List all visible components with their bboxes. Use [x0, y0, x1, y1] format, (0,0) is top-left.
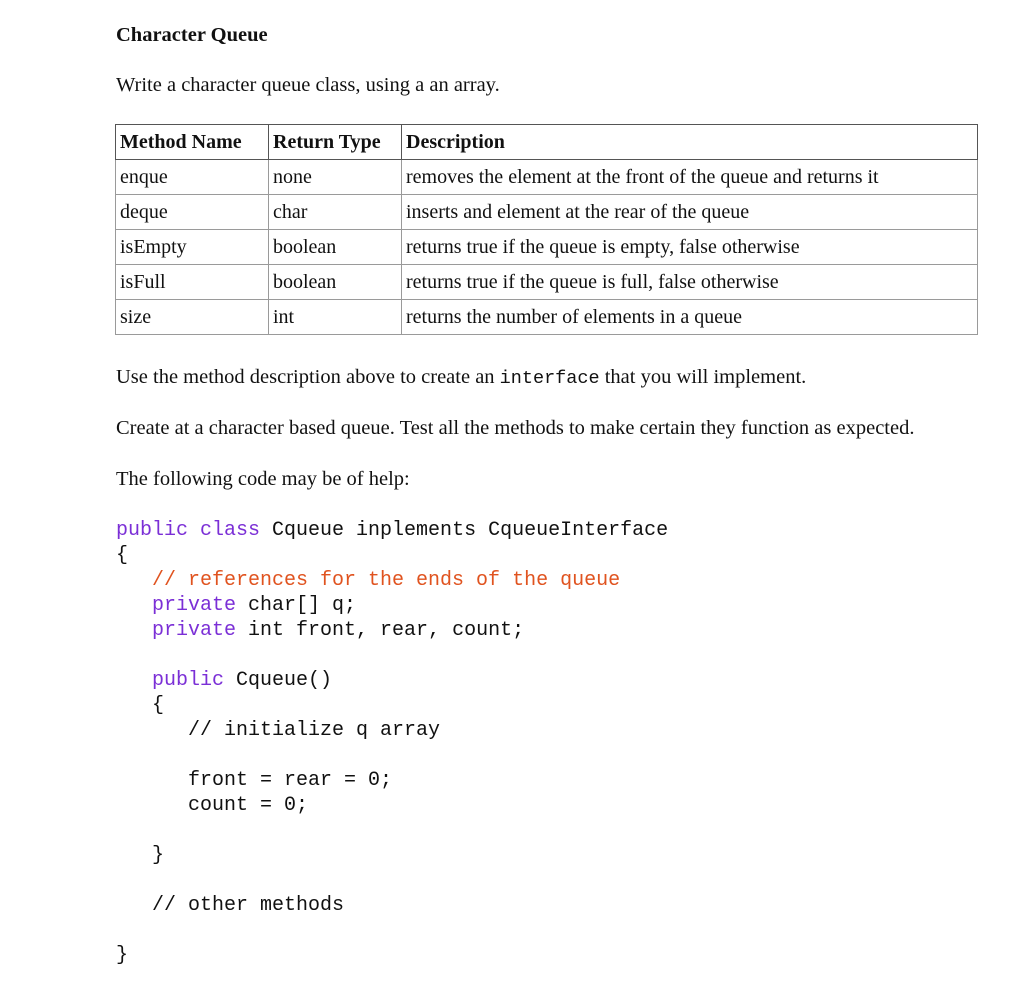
- code-blank-line: [116, 918, 668, 943]
- code-line: {: [116, 694, 165, 717]
- intro-paragraph: Write a character queue class, using a an array.: [116, 74, 500, 96]
- header-return-type: Return Type: [269, 125, 402, 160]
- header-method-name: Method Name: [116, 125, 269, 160]
- cell-method: enque: [116, 160, 269, 195]
- cell-method: isFull: [116, 265, 269, 300]
- cell-method: deque: [116, 195, 269, 230]
- cell-return-type: int: [269, 300, 402, 335]
- code-blank-line: [116, 868, 668, 893]
- interface-paragraph: [116, 366, 806, 389]
- cell-return-type: none: [269, 160, 402, 195]
- page-title: Character Queue: [116, 24, 268, 46]
- code-text: int front, rear, count;: [236, 619, 525, 642]
- create-paragraph: Create at a character based queue. Test all the methods to make certain they function as expected.: [116, 417, 915, 439]
- table-row: [116, 300, 978, 335]
- code-line: count = 0;: [116, 794, 309, 817]
- help-paragraph: The following code may be of help:: [116, 468, 410, 490]
- code-line: front = rear = 0;: [116, 769, 393, 792]
- code-keyword: private: [116, 594, 237, 617]
- code-text: char[] q;: [236, 594, 357, 617]
- cell-return-type: char: [269, 195, 402, 230]
- code-text: Cqueue(): [224, 669, 333, 692]
- table-header-row: [116, 125, 978, 160]
- cell-description: removes the element at the front of the queue and returns it: [402, 160, 978, 195]
- cell-method: isEmpty: [116, 230, 269, 265]
- code-line: [116, 668, 668, 693]
- cell-description: returns true if the queue is empty, false otherwise: [402, 230, 978, 265]
- cell-return-type: boolean: [269, 230, 402, 265]
- table-row: [116, 195, 978, 230]
- code-keyword: private: [116, 619, 237, 642]
- code-keyword: public class: [116, 519, 261, 542]
- code-comment: // references for the ends of the queue: [116, 569, 621, 592]
- code-blank-line: [116, 818, 668, 843]
- code-line: // other methods: [116, 894, 345, 917]
- code-line: [116, 618, 668, 643]
- interface-keyword: interface: [499, 368, 600, 389]
- code-block: [116, 518, 668, 968]
- interface-text-after: that you will implement.: [599, 366, 807, 388]
- code-line: // initialize q array: [116, 719, 441, 742]
- table-row: [116, 230, 978, 265]
- code-line: [116, 518, 668, 543]
- cell-description: inserts and element at the rear of the queue: [402, 195, 978, 230]
- header-description: Description: [402, 125, 978, 160]
- table-row: [116, 265, 978, 300]
- code-blank-line: [116, 743, 668, 768]
- cell-method: size: [116, 300, 269, 335]
- cell-description: returns the number of elements in a queue: [402, 300, 978, 335]
- code-text: Cqueue inplements CqueueInterface: [260, 519, 669, 542]
- code-line: }: [116, 844, 165, 867]
- methods-table: [115, 124, 978, 335]
- cell-return-type: boolean: [269, 265, 402, 300]
- cell-description: returns true if the queue is full, false otherwise: [402, 265, 978, 300]
- code-blank-line: [116, 643, 668, 668]
- code-line: {: [116, 544, 129, 567]
- interface-text-before: Use the method description above to create an: [116, 366, 500, 388]
- code-keyword: public: [116, 669, 225, 692]
- code-line: [116, 593, 668, 618]
- code-line: }: [116, 944, 129, 967]
- table-row: [116, 160, 978, 195]
